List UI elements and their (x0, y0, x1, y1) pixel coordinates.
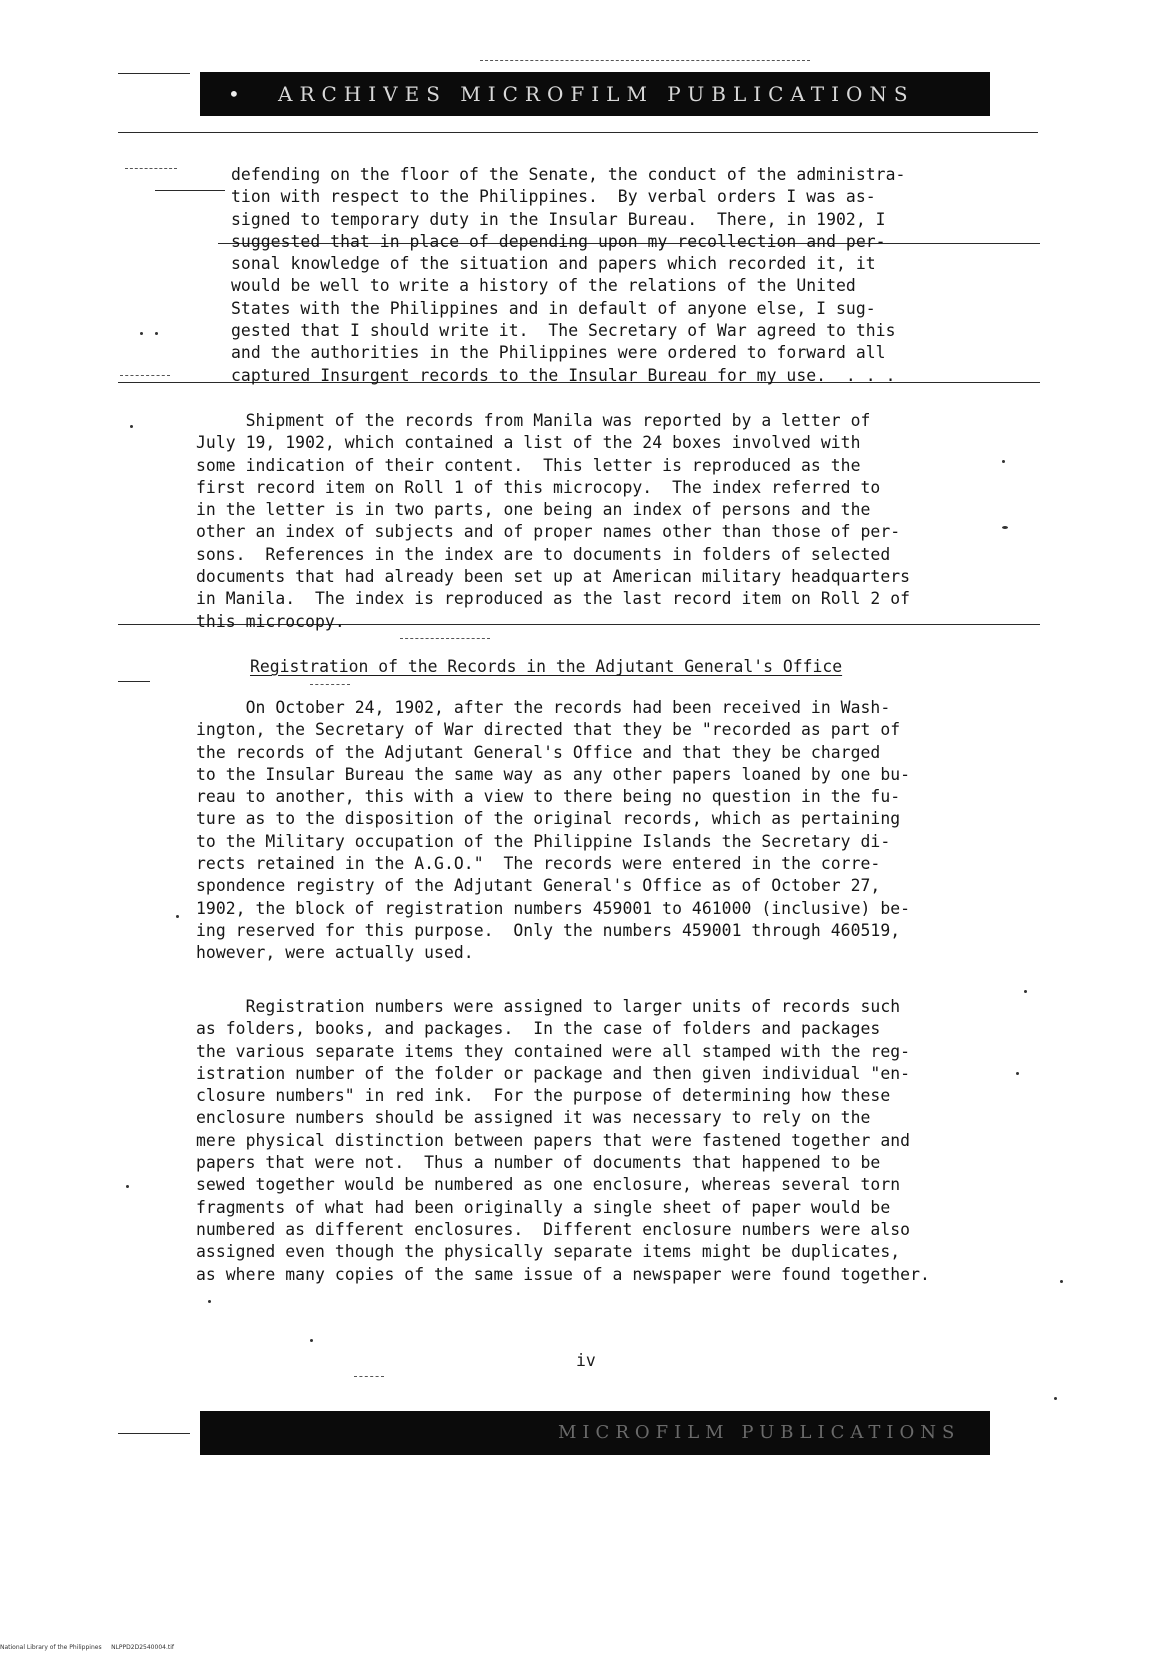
text-line: mere physical distinction between papers that were fastened together and (196, 1130, 911, 1150)
text-line: this microcopy. (196, 611, 345, 631)
scan-artifact (125, 168, 177, 169)
text-line: signed to temporary duty in the Insular Bureau. There, in 1902, I (231, 209, 886, 229)
scan-artifact (120, 375, 170, 376)
text-line: as folders, books, and packages. In the case of folders and packages (196, 1019, 881, 1039)
text-line: to the Insular Bureau the same way as any other papers loaned by one bu- (196, 764, 911, 784)
text-line: in Manila. The index is reproduced as the last record item on Roll 2 of (196, 589, 911, 609)
text-line: numbered as different enclosures. Different enclosure numbers were also (196, 1219, 911, 1239)
text-line: States with the Philippines and in default of anyone else, I sug- (231, 298, 876, 318)
text-line: enclosure numbers should be assigned it was necessary to rely on the (196, 1108, 871, 1128)
text-line: sonal knowledge of the situation and papers which recorded it, it (231, 254, 876, 274)
text-line: On October 24, 1902, after the records had been received in Wash- (196, 698, 891, 717)
text-line: gested that I should write it. The Secretary of War agreed to this (231, 321, 896, 341)
text-line: reau to another, this with a view to there being no question in the fu- (196, 787, 901, 807)
section-heading: Registration of the Records in the Adjutant General's Office (250, 657, 843, 676)
scan-speck (1002, 460, 1005, 463)
header-banner (200, 72, 990, 116)
text-line: sons. References in the index are to documents in folders of selected (196, 544, 891, 564)
scan-speck (140, 332, 143, 335)
text-line: tion with respect to the Philippines. By verbal orders I was as- (231, 187, 876, 207)
scan-speck (1016, 1072, 1019, 1075)
text-line: Registration numbers were assigned to larger units of records such (196, 997, 901, 1016)
scan-speck (1002, 526, 1008, 529)
text-line: spondence registry of the Adjutant General's Office as of October 27, (196, 876, 881, 896)
text-line: would be well to write a history of the relations of the United (231, 276, 856, 296)
scan-speck (310, 1339, 313, 1342)
text-line: suggested that in place of depending upon my recollection and per- (231, 231, 886, 251)
scan-artifact (400, 638, 490, 639)
text-line: however, were actually used. (196, 943, 474, 963)
header-banner-text: ARCHIVES MICROFILM PUBLICATIONS (278, 82, 915, 106)
text-line: sewed together would be numbered as one enclosure, whereas several torn (196, 1175, 901, 1195)
shipment-paragraph (196, 410, 910, 633)
text-line: captured Insurgent records to the Insular Bureau for my use. . . . (231, 365, 896, 385)
text-line: 1902, the block of registration numbers 459001 to 461000 (inclusive) be- (196, 898, 911, 918)
text-line: fragments of what had been originally a single sheet of paper would be (196, 1197, 891, 1217)
scan-artifact (155, 190, 225, 191)
scan-speck (208, 1300, 211, 1303)
registration-paragraph (196, 697, 910, 965)
page-number: iv (576, 1351, 596, 1370)
text-line: ture as to the disposition of the original records, which as pertaining (196, 809, 901, 829)
text-line: closure numbers" in red ink. For the purpose of determining how these (196, 1086, 891, 1106)
text-line: ington, the Secretary of War directed that they be "recorded as part of (196, 720, 901, 740)
scan-speck (1054, 1397, 1057, 1400)
scan-speck (176, 915, 179, 918)
text-line: as where many copies of the same issue of a newspaper were found together. (196, 1264, 930, 1284)
scan-artifact (118, 681, 150, 682)
scan-speck (1024, 990, 1027, 993)
text-line: defending on the floor of the Senate, the conduct of the administra- (231, 165, 906, 184)
scan-speck (155, 332, 158, 335)
text-line: assigned even though the physically separate items might be duplicates, (196, 1242, 901, 1262)
text-line: rects retained in the A.G.O." The records were entered in the corre- (196, 854, 881, 874)
text-line: to the Military occupation of the Philippine Islands the Secretary di- (196, 831, 891, 851)
text-line: the various separate items they contained were all stamped with the reg- (196, 1041, 911, 1061)
text-line: the records of the Adjutant General's Office and that they be charged (196, 742, 881, 762)
quote-paragraph (231, 164, 905, 387)
footer-banner-text: MICROFILM PUBLICATIONS (558, 1422, 961, 1443)
text-line: and the authorities in the Philippines were ordered to forward all (231, 343, 886, 363)
text-line: Shipment of the records from Manila was reported by a letter of (196, 411, 871, 430)
scan-speck (126, 1185, 129, 1188)
scan-speck (130, 425, 133, 428)
scan-artifact (480, 60, 810, 61)
scanner-footer-note: National Library of the Philippines NLPPD2D2540004.tif (0, 1644, 174, 1651)
text-line: istration number of the folder or package and then given individual "en- (196, 1063, 911, 1083)
margin-rule (118, 132, 1038, 133)
footer-banner (200, 1411, 990, 1455)
text-line: papers that were not. Thus a number of documents that happened to be (196, 1153, 881, 1173)
text-line: ing reserved for this purpose. Only the numbers 459001 through 460519, (196, 920, 901, 940)
text-line: in the letter is in two parts, one being an index of persons and the (196, 500, 871, 520)
text-line: documents that had already been set up at American military headquarters (196, 567, 911, 587)
scan-artifact (118, 73, 190, 74)
scan-artifact (118, 1433, 190, 1434)
text-line: other an index of subjects and of proper names other than those of per- (196, 522, 901, 542)
banner-mark: • (228, 82, 247, 106)
scan-artifact (354, 1376, 384, 1377)
scan-speck (1060, 1280, 1063, 1283)
text-line: some indication of their content. This letter is reproduced as the (196, 455, 861, 475)
text-line: first record item on Roll 1 of this microcopy. The index referred to (196, 477, 881, 497)
enclosure-numbers-paragraph (196, 996, 930, 1286)
scan-artifact (310, 684, 350, 685)
text-line: July 19, 1902, which contained a list of the 24 boxes involved with (196, 433, 861, 453)
